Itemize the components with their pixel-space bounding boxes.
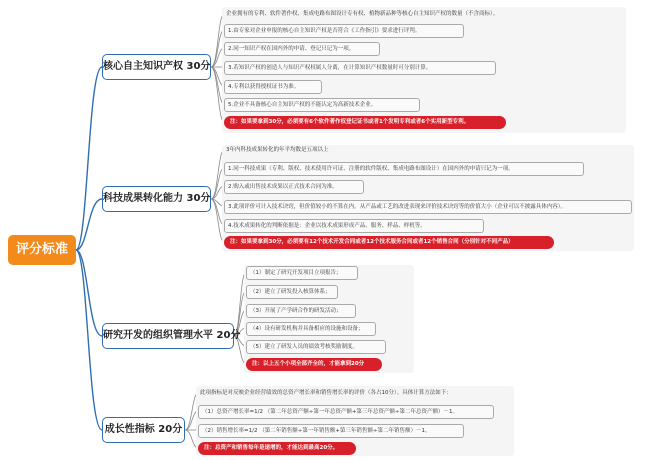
branch-4-note: 注：总资产和销售每年是递增的，才能达到最高20分。	[198, 442, 356, 455]
branch-3-panel	[244, 265, 414, 373]
branch-4-item-2: （2）销售增长率=1/2 （第二年销售额÷第一年销售额+第三年销售额÷第二年销售额）－1。	[198, 424, 464, 438]
branch-3-item-3: （3）开展了产学研合作的研发活动；	[246, 304, 356, 318]
branch-3-item-5: （5）建立了研发人员的绩效考核奖励制度。	[246, 340, 386, 354]
branch-2-item-1: 1.同一科技成果（专利、版权、技术使用许可证、注册的软件版权、集成电路布图设计）在国内外的申请只记为一项。	[224, 162, 584, 176]
branch-2-item-4: 4.技术成果转化的判断依据是：企业以技术成果形成产品、服务、样品、样机等。	[224, 219, 484, 233]
branch-1-item-4: 4.专利以获得授权证书为准。	[224, 80, 322, 94]
branch-1-item-5: 5.企业不具备核心自主知识产权的不能认定为高新技术企业。	[224, 98, 420, 112]
branch-1-item-1: 1.由专家对企业申报的核心自主知识产权是否符合《工作指引》要求进行评判。	[224, 24, 464, 38]
branch-3-item-1: （1）制定了研究开发项目立项报告；	[246, 266, 358, 280]
branch-2-intro: 3年内科技成果转化的年平均数是五项以上	[226, 147, 329, 153]
branch-node-tech-transfer[interactable]: 科技成果转化能力 30分	[102, 186, 211, 212]
branch-node-growth[interactable]: 成长性指标 20分	[102, 417, 185, 443]
root-node[interactable]: 评分标准	[8, 235, 76, 265]
branch-1-intro: 企业拥有的专利、软件著作权、集成电路布图设计专有权、植物新品种等核心自主知识产权的数量（不含商标）。	[226, 11, 499, 17]
branch-2-item-2: 2.购入或出售技术成果以正式技术合同为准。	[224, 180, 364, 194]
branch-2-note: 注：如果要拿到30分，必须要有12个技术开发合同或者12个技术服务合同或者12个销售合同（分别针对不同产品）	[224, 236, 554, 249]
branch-1-item-3: 3.若知识产权的创造人与知识产权权属人分离，在计算知识产权数量时可分别计算。	[224, 61, 496, 75]
branch-1-item-2: 2.同一知识产权在国内外的申请、登记只记为一项。	[224, 42, 380, 56]
branch-node-rd-management[interactable]: 研究开发的组织管理水平 20分	[102, 323, 234, 349]
branch-4-intro: 此项指标是对反映企业经营绩效的总资产增长率和销售增长率的评价（各占10分）。具体计算方法如下：	[200, 390, 452, 396]
branch-3-note: 注：以上五个小项全部齐全的，才能拿到20分	[246, 358, 382, 371]
branch-node-core-ip[interactable]: 核心自主知识产权 30分	[102, 54, 211, 80]
branch-3-item-4: （4）设有研发机构并具备相应的设施和设备；	[246, 322, 376, 336]
branch-2-item-3: 3.此项评价可计入技术诀窍，但价值较小的不算在内。从产品或工艺的改进表现来评价技术诀窍等的价值大小（企业可以不披露具体内容）。	[224, 200, 632, 214]
branch-4-item-1: （1）总资产增长率=1/2 （第二年总资产额÷第一年总资产额+第三年总资产额÷第二年总资产额）－1。	[198, 405, 494, 419]
branch-3-item-2: （2）建立了研发投入核算体系；	[246, 285, 338, 299]
branch-1-note: 注：如果要拿到30分，必须要有6个软件著作权登记证书或者1个发明专利或者6个实用新型专利。	[224, 116, 506, 129]
